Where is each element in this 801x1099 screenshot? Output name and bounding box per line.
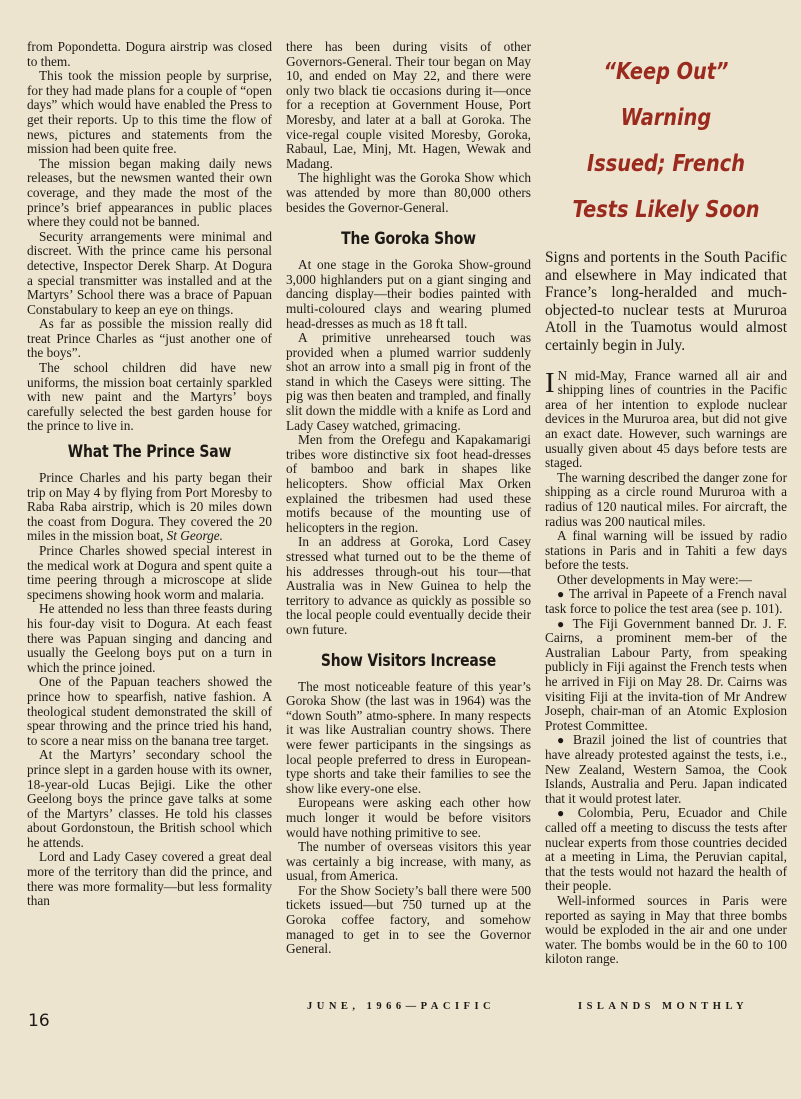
paragraph: The warning described the danger zone for shipping as a circle round Mururoa with a radius of 120 nautical miles. For aircraft, the radius was 200 nautical miles. [545,469,787,529]
article-title [564,49,767,233]
bullet-icon: ● [557,733,567,748]
bullet-item [545,587,787,616]
paragraph: This took the mission people by surprise, for they had made plans for a couple of “open days” which would have enabled the Press to get their reports. Up to this time the flow of news, pictures and statements from the mission had been quite free. [27,68,272,157]
title-line: Tests Likely Soon [572,197,760,223]
paragraph: The school children did have new uniforms, the mission boat certainly sparkled with new paint and the Martyrs’ boys carefully selected the best garden house for the prince to live in. [27,360,272,434]
paragraph: At the Martyrs’ secondary school the prince slept in a garden house with its owner, 18-year-old Lucas Bejigi. Like the other Geelong boys the prince gave talks at some of the Martyrs’ classes. He told his classes about Gordonstoun, the British school which he attends. [27,747,272,850]
bullet-icon: ● [557,616,567,631]
section-heading: Show Visitors Increase [320,650,497,671]
paragraph: Lord and Lady Casey covered a great deal more of the territory than did the prince, and there was more formality—but less formality than [27,849,272,909]
bullet-icon: ● [557,587,565,602]
paragraph: from Popondetta. Dogura airstrip was closed to them. [27,39,272,69]
column-3 [545,40,787,967]
section-heading: What The Prince Saw [67,442,232,463]
footer-left: JUNE, 1966—PACIFIC [307,1001,496,1012]
bullet-item [545,806,787,894]
paragraph: The mission began making daily news releases, but the newsmen wanted their own coverage, and they made the most of the prince’s brief appearances in public places where they could not be banned. [27,155,272,230]
paragraph: He attended no less than three feasts during his four-day visit to Dogura. At each feast there was Papuan singing and dancing and usually the Geelong boys put on a turn in which the prince joined. [27,601,272,675]
paragraph: Prince Charles showed special interest in the medical work at Dogura and spent quite a time peering through a microscope at slide specimens showing hook worm and malaria. [27,543,272,602]
paragraph-text: Prince Charles and his party began their trip on May 4 by flying from Port Moresby to Raba Raba airstrip, which is 20 miles down the coast from Dogura. They covered the 20 miles in the mission boat, [27,470,272,544]
paragraph: Europeans were asking each other how much longer it would be before visitors would have nothing primitive to see. [286,795,531,840]
bullet-text: The Fiji Government banned Dr. J. F. Cairns, a prominent mem-ber of the Australian Labour Party, from speaking publicly in Fiji against the French tests when he arrived in Fiji on May 28. Dr. Cairns was visiting Fiji at the invita-tion of Mr Andrew Joseph, chair-man of an Atomic Explosion Protest Committee. [545,615,788,733]
bullet-text: Colombia, Peru, Ecuador and Chile called off a meeting to discuss the tests after nuclear experts from those countries decided at a meeting in Lima, the Peruvian capital, that the tests would not hazard the health of their people. [545,805,788,894]
paragraph: A primitive unrehearsed touch was provided when a plumed warrior suddenly shot an arrow into a small pig in front of the stand in which the Caseys were sitting. The pig was then beaten and trampled, and finally slit down the middle with a knife as Lord and Lady Casey watched, grimacing. [286,330,531,433]
paragraph: For the Show Society’s ball there were 500 tickets issued—but 750 turned up at the Goroka coffee factory, and somehow managed to get in to see the Governor General. [286,882,531,957]
footer-right: ISLANDS MONTHLY [578,1001,749,1012]
paragraph-text: N mid-May, France warned all air and shipping lines of countries in the Pacific area of her intention to explode nuclear devices in the Mururoa area, but did not give an exact date. However, such warnings are usually given about 45 days before tests are staged. [545,367,787,471]
boat-name: St George. [166,528,224,544]
bullet-icon: ● [557,806,570,821]
bullet-item [545,733,787,806]
paragraph: As far as possible the mission really did treat Prince Charles as “just another one of the boys”. [27,316,272,361]
paragraph [27,471,272,544]
paragraph: At one stage in the Goroka Show-ground 3,000 highlanders put on a giant singing and dancing display—their bodies painted with multi-coloured clays and wearing plumed head-dresses as much as 18 ft tall. [286,257,531,331]
paragraph: there has been during visits of other Governors-General. Their tour began on May 10, and ended on May 22, and there were only two black tie occasions during it—once for a reception at Government House, Port Moresby, and later at a ball at Goroka. The vice-regal couple visited Moresby, Goroka, Rabaul, Lae, Minj, Mt. Hagen, Wewak and Madang. [286,39,531,171]
paragraph: Well-informed sources in Paris were reported as saying in May that three bombs would be exploded in the air and one under water. The bombs would be in the 60 to 100 kiloton range. [545,892,787,967]
paragraph: A final warning will be issued by radio stations in Paris and in Tahiti a few days before the tests. [545,528,787,573]
title-line: “Keep Out” Warning [603,59,729,131]
paragraph: Men from the Orefegu and Kapakamarigi tribes wore distinctive six foot head-dresses of bamboo and bark in shapes like helicopters. Show official Max Orken explained the tribesmen had used these motifs because of the mounting use of helicopters in the region. [286,432,531,535]
paragraph: Other developments in May were:— [557,571,752,587]
section-heading: The Goroka Show [341,229,476,250]
paragraph: The number of overseas visitors this year was certainly a big increase, with many, as usual, from America. [286,839,531,884]
paragraph: In an address at Goroka, Lord Casey stressed what turned out to be the theme of his addresses through-out his tour—that Australia was in New Guinea to help the territory to advance as quickly as possible so the local people could eventually decide their own future. [286,534,531,637]
lead-paragraph: Signs and portents in the South Pacific and elsewhere in May indicated that France’s long-heralded and much-objected-to nuclear tests at Mururoa Atoll in the Tuamotus would almost certainly begin in July. [545,249,787,354]
paragraph: Security arrangements were minimal and discreet. With the prince came his personal detective, Inspector Derek Sharp. At Dogura a special transmitter was installed and at the Martyrs’ School there was a brace of Papuan Constabulary to keep an eye on things. [27,228,272,317]
paragraph [545,366,787,471]
bullet-text: The arrival in Papeete of a French naval task force to police the test area (see p. 101). [545,586,787,617]
paragraph: One of the Papuan teachers showed the prince how to spearfish, native fashion. A theological student demonstrated the skill of spear throwing and the prince tried his hand, to score a near miss on the banana tree target. [27,674,272,748]
drop-cap: I [545,366,555,399]
paragraph: The highlight was the Goroka Show which was attended by more than 80,000 others besides the Governor-General. [286,170,531,215]
bullet-text: Brazil joined the list of countries that have already protested against the tests, i.e., New Zealand, Western Samoa, the Cook Islands, Australia and Peru. Japan indicated that it would protest later. [545,732,787,806]
paragraph: The most noticeable feature of this year’s Goroka Show (the last was in 1964) was the “down South” atmo-sphere. In many respects it was like Australian country shows. There were fewer participants in the singsings as local people preferred to dress in European-type shorts and take their families to see the show like every-one else. [286,678,531,796]
column-2 [286,40,531,957]
page-number: 16 [28,1011,50,1031]
bullet-item [545,617,787,734]
title-line: Issued; French [587,151,745,177]
column-1 [27,40,272,909]
